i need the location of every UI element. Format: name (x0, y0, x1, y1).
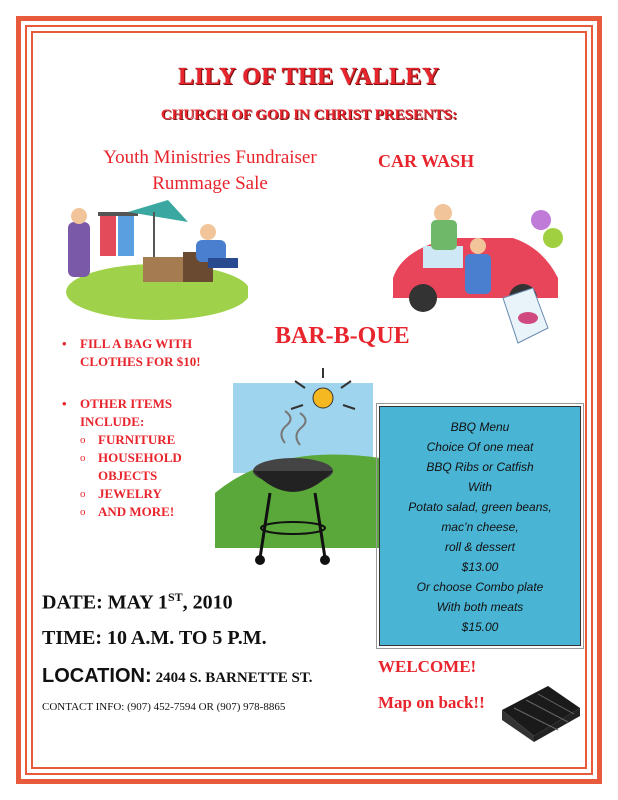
rummage-sale-illustration (58, 192, 248, 322)
date-suffix: , 2010 (182, 591, 233, 614)
sub-list-item-continuation: OBJECTS (98, 468, 158, 483)
menu-line: $13.00 (461, 560, 499, 574)
list-item-line: INCLUDE: (80, 414, 145, 429)
bbq-menu-box (379, 406, 581, 646)
fundraiser-heading (60, 145, 360, 197)
sub-list-item: o HOUSEHOLD (62, 449, 242, 467)
event-date (42, 590, 233, 615)
list-item-line: • OTHER ITEMS (80, 396, 173, 411)
menu-line: BBQ Ribs or Catfish (426, 460, 534, 474)
menu-line: roll & dessert (444, 540, 516, 554)
menu-line: Or choose Combo plate (416, 580, 544, 594)
date-prefix: DATE: MAY 1 (42, 591, 168, 614)
list-item-line: CLOTHES FOR $10! (80, 354, 201, 369)
fundraiser-line-2: Rummage Sale (152, 173, 268, 194)
map-illustration (498, 680, 584, 742)
car-wash-heading: CAR WASH (378, 151, 475, 171)
event-time: TIME: 10 A.M. TO 5 P.M. (42, 627, 267, 649)
sub-list-item: o FURNITURE (62, 431, 242, 449)
sub-list-item: o JEWELRY (62, 485, 242, 503)
bbq-grill-illustration (215, 363, 380, 568)
sub-list-item: o AND MORE! (62, 503, 242, 521)
location-label: LOCATION: (42, 665, 152, 687)
menu-line: With (468, 480, 492, 494)
menu-line: $15.00 (461, 620, 499, 634)
flyer-title: LILY OF THE VALLEY (178, 64, 440, 90)
event-location (42, 665, 312, 688)
menu-line: With both meats (436, 600, 524, 614)
flyer-subtitle: CHURCH OF GOD IN CHRIST PRESENTS: (160, 107, 458, 123)
fundraiser-line-1: Youth Ministries Fundraiser (103, 147, 317, 168)
welcome-text: WELCOME! (378, 657, 477, 676)
menu-line: BBQ Menu (450, 420, 510, 434)
menu-line: Choice Of one meat (426, 440, 534, 454)
bbq-heading: BAR-B-QUE (275, 323, 410, 349)
list-item-line: • FILL A BAG WITH (80, 336, 193, 351)
map-note: Map on back!! (378, 693, 485, 712)
menu-line: Potato salad, green beans, (408, 500, 552, 514)
location-value: 2404 S. BARNETTE ST. (155, 670, 313, 686)
menu-line: mac’n cheese, (441, 520, 519, 534)
date-ordinal: ST (167, 590, 183, 604)
car-wash-illustration (383, 198, 573, 358)
contact-info: CONTACT INFO: (907) 452-7594 OR (907) 978-8865 (42, 701, 286, 713)
